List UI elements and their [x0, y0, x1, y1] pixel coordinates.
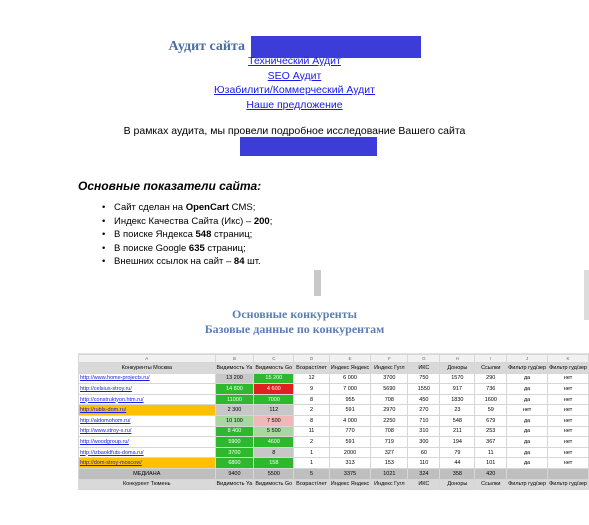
header-row: [79, 363, 589, 374]
intro-text: В рамках аудита, мы провели подробное исследование Вашего сайта: [123, 125, 466, 137]
data-cell: 955: [329, 394, 371, 405]
data-cell: H: [440, 355, 475, 363]
data-cell: 2250: [371, 415, 408, 426]
data-cell: нет: [548, 458, 589, 469]
data-cell: 8: [254, 447, 294, 458]
data-cell: 1600: [475, 394, 507, 405]
row-label-cell: A: [79, 355, 216, 363]
row-label-cell[interactable]: http://celsius-stroy.ru/: [79, 384, 216, 395]
data-cell: Видимость Ya: [215, 479, 254, 490]
data-cell: 2000: [329, 447, 371, 458]
data-cell: 310: [408, 426, 440, 437]
row-label-cell[interactable]: http://izbaoldfuts-doma.ru/: [79, 447, 216, 458]
data-cell: J: [507, 355, 548, 363]
data-cell: 708: [371, 426, 408, 437]
data-cell: 10 100: [215, 415, 254, 426]
data-cell: 6 000: [329, 373, 371, 384]
data-cell: ИКС: [408, 479, 440, 490]
link-usability-audit[interactable]: Юзабилити/Коммерческий Аудит: [214, 84, 375, 96]
data-cell: 917: [440, 384, 475, 395]
table-of-contents: [0, 54, 589, 112]
data-cell: 8: [294, 394, 330, 405]
data-cell: 710: [408, 415, 440, 426]
title-text: Аудит сайта: [168, 39, 246, 55]
data-cell: да: [507, 437, 548, 448]
data-cell: нет: [548, 384, 589, 395]
data-cell: 2: [294, 437, 330, 448]
data-cell: 5900: [215, 437, 254, 448]
data-cell: нет: [548, 437, 589, 448]
data-cell: Доноры: [440, 363, 475, 374]
data-cell: 8 400: [215, 426, 254, 437]
data-cell: 300: [408, 437, 440, 448]
data-cell: 290: [475, 373, 507, 384]
row-label-cell[interactable]: http://rubls-dom.ru/: [79, 405, 216, 416]
table-row: [79, 384, 589, 395]
data-cell: нет: [548, 415, 589, 426]
table-row: [79, 437, 589, 448]
data-cell: I: [475, 355, 507, 363]
data-cell: 211: [440, 426, 475, 437]
data-cell: 270: [408, 405, 440, 416]
data-cell: да: [507, 458, 548, 469]
data-cell: 60: [408, 447, 440, 458]
data-cell: 7 000: [329, 384, 371, 395]
data-cell: 736: [475, 384, 507, 395]
data-cell: 358: [440, 468, 475, 479]
data-cell: 3700: [371, 373, 408, 384]
data-cell: 12: [294, 373, 330, 384]
data-cell: Индекс Яндекс: [329, 479, 371, 490]
data-cell: Фильтр гуд/зер: [507, 363, 548, 374]
row-label-cell[interactable]: http://aldomohom.ru/: [79, 415, 216, 426]
competitors-title: [0, 307, 589, 337]
row-label-cell[interactable]: http://woodgroup.ru/: [79, 437, 216, 448]
data-cell: да: [507, 426, 548, 437]
data-cell: 59: [475, 405, 507, 416]
data-cell: 770: [329, 426, 371, 437]
facts-list: [114, 201, 272, 269]
competitors-heading: Основные конкуренты: [232, 307, 357, 321]
data-cell: Фильтр гуд/зер: [548, 479, 589, 490]
row-label-cell[interactable]: http://construktyon.htm.ru/: [79, 394, 216, 405]
data-cell: Индекс Гугл: [371, 479, 408, 490]
data-cell: 420: [475, 468, 507, 479]
data-cell: 719: [371, 437, 408, 448]
data-cell: Видимость Ya: [215, 363, 254, 374]
link-tech-audit[interactable]: Технический Аудит: [248, 55, 341, 67]
data-cell: 2: [294, 405, 330, 416]
row-label-cell: МЕДИАНА: [79, 468, 216, 479]
row-label-cell: Конкурент Тюмень: [79, 479, 216, 490]
data-cell: [507, 468, 548, 479]
data-cell: 11000: [215, 394, 254, 405]
data-cell: 79: [440, 447, 475, 458]
data-cell: 11: [294, 426, 330, 437]
data-cell: нет: [548, 426, 589, 437]
data-cell: 14 800: [215, 384, 254, 395]
data-cell: 313: [329, 458, 371, 469]
row-label-cell: Конкуренты Москва: [79, 363, 216, 374]
data-cell: 327: [371, 447, 408, 458]
data-cell: 1: [294, 458, 330, 469]
data-cell: 11: [475, 447, 507, 458]
data-cell: 5: [294, 468, 330, 479]
table-row: [79, 415, 589, 426]
data-cell: нет: [548, 373, 589, 384]
data-cell: 3700: [215, 447, 254, 458]
data-cell: 4600: [254, 437, 294, 448]
data-cell: 3375: [329, 468, 371, 479]
row-label-cell[interactable]: http://dom-stroy-moscow/: [79, 458, 216, 469]
section-heading: Основные показатели сайта:: [78, 179, 262, 193]
data-cell: да: [507, 415, 548, 426]
data-cell: 194: [440, 437, 475, 448]
data-cell: 5690: [371, 384, 408, 395]
data-cell: нет: [548, 394, 589, 405]
data-cell: 6800: [215, 458, 254, 469]
scroll-marker: [314, 270, 321, 296]
competitors-table: [78, 354, 589, 490]
table-row: [79, 458, 589, 469]
data-cell: ИКС: [408, 363, 440, 374]
data-cell: Фильтр гуд/зер: [507, 479, 548, 490]
data-cell: 110: [408, 458, 440, 469]
data-cell: нет: [507, 405, 548, 416]
data-cell: G: [408, 355, 440, 363]
data-cell: 112: [254, 405, 294, 416]
data-cell: 1830: [440, 394, 475, 405]
data-cell: 13 200: [215, 373, 254, 384]
data-cell: 9: [294, 384, 330, 395]
data-cell: 153: [371, 458, 408, 469]
data-cell: 591: [329, 405, 371, 416]
data-cell: 101: [475, 458, 507, 469]
footer-header-row: [79, 479, 589, 490]
data-cell: Возраст/лет: [294, 363, 330, 374]
fact-item: • Внешних ссылок на сайт – 84 шт.: [114, 255, 272, 269]
data-cell: 4 000: [329, 415, 371, 426]
data-cell: 23: [440, 405, 475, 416]
data-cell: 5 500: [254, 426, 294, 437]
data-cell: Индекс Яндекс: [329, 363, 371, 374]
data-cell: 1021: [371, 468, 408, 479]
data-cell: нет: [548, 405, 589, 416]
data-cell: да: [507, 384, 548, 395]
data-cell: 7000: [254, 394, 294, 405]
link-our-offer[interactable]: Наше предложение: [246, 98, 343, 111]
data-cell: 15 200: [254, 373, 294, 384]
data-cell: [548, 468, 589, 479]
data-cell: 2970: [371, 405, 408, 416]
data-cell: 2 300: [215, 405, 254, 416]
data-cell: 158: [254, 458, 294, 469]
link-seo-audit[interactable]: SEO Аудит: [267, 69, 322, 82]
data-cell: 1550: [408, 384, 440, 395]
data-cell: Индекс Гугл: [371, 363, 408, 374]
table-row: [79, 373, 589, 384]
competitors-spreadsheet: [78, 353, 589, 525]
data-cell: 450: [408, 394, 440, 405]
data-cell: Возраст/лет: [294, 479, 330, 490]
data-cell: 708: [371, 394, 408, 405]
data-cell: 4 600: [254, 384, 294, 395]
table-row: [79, 468, 589, 479]
row-label-cell[interactable]: http://www.stroy-x.ru/: [79, 426, 216, 437]
data-cell: B: [215, 355, 254, 363]
data-cell: 679: [475, 415, 507, 426]
table-row: [79, 405, 589, 416]
fact-item: • Индекс Качества Сайта (Икс) – 200;: [114, 215, 272, 229]
fact-item: • В поиске Google 635 страниц;: [114, 242, 272, 256]
data-cell: C: [254, 355, 294, 363]
fact-item: • Сайт сделан на OpenCart CMS;: [114, 201, 272, 215]
data-cell: 253: [475, 426, 507, 437]
redacted-site-block: [240, 137, 377, 156]
data-cell: нет: [548, 447, 589, 458]
data-cell: F: [371, 355, 408, 363]
data-cell: Ссылки: [475, 479, 507, 490]
data-cell: K: [548, 355, 589, 363]
data-cell: Видимость Go: [254, 479, 294, 490]
data-cell: 8: [294, 415, 330, 426]
data-cell: 750: [408, 373, 440, 384]
data-cell: Доноры: [440, 479, 475, 490]
data-cell: да: [507, 447, 548, 458]
table-row: [79, 426, 589, 437]
data-cell: 324: [408, 468, 440, 479]
data-cell: Ссылки: [475, 363, 507, 374]
column-letters-row: [79, 355, 589, 363]
data-cell: 7 500: [254, 415, 294, 426]
data-cell: 548: [440, 415, 475, 426]
data-cell: 367: [475, 437, 507, 448]
data-cell: 1570: [440, 373, 475, 384]
data-cell: да: [507, 394, 548, 405]
data-cell: 9400: [215, 468, 254, 479]
data-cell: E: [329, 355, 371, 363]
data-cell: Видимость Go: [254, 363, 294, 374]
data-cell: 591: [329, 437, 371, 448]
fact-item: • В поиске Яндекса 548 страниц;: [114, 228, 272, 242]
table-row: [79, 394, 589, 405]
row-label-cell[interactable]: http://www.home-projects.ru/: [79, 373, 216, 384]
data-cell: 5500: [254, 468, 294, 479]
data-cell: 1: [294, 447, 330, 458]
data-cell: D: [294, 355, 330, 363]
competitors-subheading: Базовые данные по конкурентам: [204, 322, 385, 336]
table-row: [79, 447, 589, 458]
data-cell: Фильтр гуд/зер: [548, 363, 589, 374]
data-cell: 44: [440, 458, 475, 469]
data-cell: да: [507, 373, 548, 384]
